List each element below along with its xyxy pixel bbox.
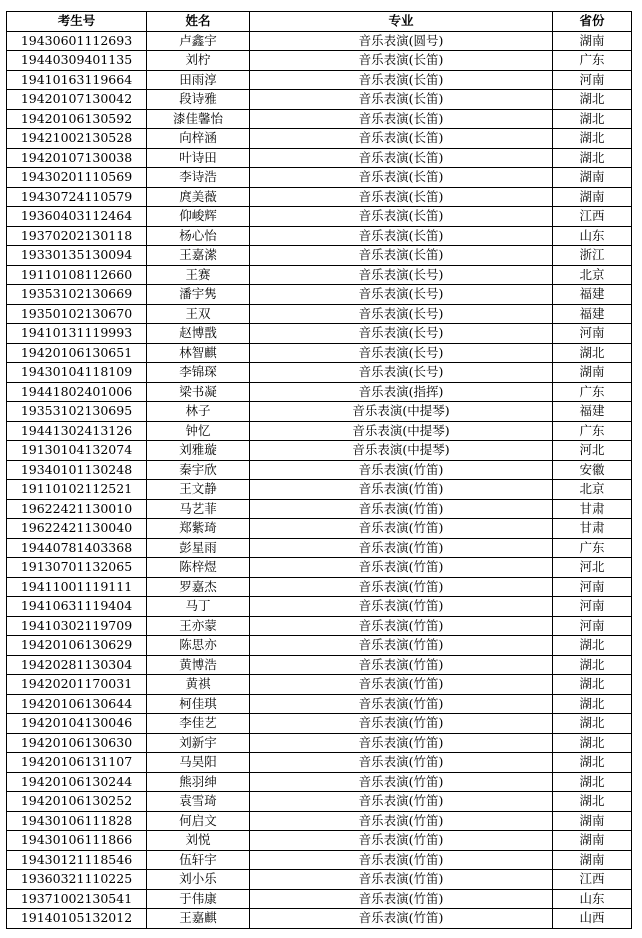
exam-number-cell: 19371002130541 xyxy=(7,889,147,909)
table-row xyxy=(7,226,632,246)
name-cell: 赵博戬 xyxy=(147,324,250,344)
major-cell: 音乐表演(竹笛) xyxy=(250,655,553,675)
province-cell: 广东 xyxy=(553,421,632,441)
major-cell: 音乐表演(竹笛) xyxy=(250,636,553,656)
name-cell: 李诗浩 xyxy=(147,168,250,188)
table-row xyxy=(7,772,632,792)
major-cell: 音乐表演(长号) xyxy=(250,285,553,305)
province-cell: 广东 xyxy=(553,538,632,558)
major-cell: 音乐表演(竹笛) xyxy=(250,558,553,578)
major-cell: 音乐表演(竹笛) xyxy=(250,909,553,929)
exam-number-cell: 19421002130528 xyxy=(7,129,147,149)
major-cell: 音乐表演(竹笛) xyxy=(250,499,553,519)
exam-number-cell: 19430106111866 xyxy=(7,831,147,851)
table-row xyxy=(7,382,632,402)
province-cell: 福建 xyxy=(553,304,632,324)
table-row xyxy=(7,90,632,110)
name-cell: 秦宇欣 xyxy=(147,460,250,480)
table-row xyxy=(7,285,632,305)
province-cell: 江西 xyxy=(553,870,632,890)
table-row xyxy=(7,168,632,188)
table-row xyxy=(7,694,632,714)
table-row xyxy=(7,246,632,266)
name-cell: 田雨淳 xyxy=(147,70,250,90)
province-cell: 湖南 xyxy=(553,31,632,51)
exam-number-cell: 19130701132065 xyxy=(7,558,147,578)
major-cell: 音乐表演(竹笛) xyxy=(250,889,553,909)
major-cell: 音乐表演(长笛) xyxy=(250,90,553,110)
exam-number-cell: 19441302413126 xyxy=(7,421,147,441)
major-cell: 音乐表演(长笛) xyxy=(250,168,553,188)
table-row xyxy=(7,421,632,441)
exam-number-cell: 19430104118109 xyxy=(7,363,147,383)
name-cell: 王双 xyxy=(147,304,250,324)
exam-number-cell: 19420201170031 xyxy=(7,675,147,695)
name-cell: 向梓涵 xyxy=(147,129,250,149)
province-cell: 山西 xyxy=(553,909,632,929)
table-row xyxy=(7,616,632,636)
major-cell: 音乐表演(中提琴) xyxy=(250,421,553,441)
name-cell: 漆佳馨怡 xyxy=(147,109,250,129)
name-cell: 梁书凝 xyxy=(147,382,250,402)
table-row xyxy=(7,187,632,207)
province-cell: 山东 xyxy=(553,889,632,909)
exam-number-cell: 19420106131107 xyxy=(7,753,147,773)
name-cell: 王嘉潆 xyxy=(147,246,250,266)
name-cell: 袁雪琦 xyxy=(147,792,250,812)
exam-number-cell: 19370202130118 xyxy=(7,226,147,246)
major-cell: 音乐表演(长笛) xyxy=(250,70,553,90)
name-cell: 林智麒 xyxy=(147,343,250,363)
name-cell: 黄博浩 xyxy=(147,655,250,675)
major-cell: 音乐表演(圆号) xyxy=(250,31,553,51)
major-cell: 音乐表演(中提琴) xyxy=(250,402,553,422)
table-row xyxy=(7,499,632,519)
name-cell: 彭星雨 xyxy=(147,538,250,558)
major-cell: 音乐表演(长笛) xyxy=(250,109,553,129)
major-cell: 音乐表演(长号) xyxy=(250,265,553,285)
exam-number-cell: 19420104130046 xyxy=(7,714,147,734)
major-cell: 音乐表演(竹笛) xyxy=(250,733,553,753)
exam-number-cell: 19420106130630 xyxy=(7,733,147,753)
province-cell: 湖北 xyxy=(553,636,632,656)
exam-number-cell: 19410131119993 xyxy=(7,324,147,344)
header-province: 省份 xyxy=(553,12,632,32)
name-cell: 刘雅璇 xyxy=(147,441,250,461)
major-cell: 音乐表演(竹笛) xyxy=(250,577,553,597)
exam-number-cell: 19350102130670 xyxy=(7,304,147,324)
table-row xyxy=(7,850,632,870)
name-cell: 段诗雅 xyxy=(147,90,250,110)
major-cell: 音乐表演(竹笛) xyxy=(250,753,553,773)
table-row xyxy=(7,51,632,71)
name-cell: 李锦琛 xyxy=(147,363,250,383)
name-cell: 陈思亦 xyxy=(147,636,250,656)
name-cell: 叶诗田 xyxy=(147,148,250,168)
province-cell: 湖北 xyxy=(553,733,632,753)
name-cell: 何启文 xyxy=(147,811,250,831)
major-cell: 音乐表演(指挥) xyxy=(250,382,553,402)
table-header xyxy=(7,12,632,32)
major-cell: 音乐表演(中提琴) xyxy=(250,441,553,461)
province-cell: 江西 xyxy=(553,207,632,227)
major-cell: 音乐表演(长号) xyxy=(250,343,553,363)
table-row xyxy=(7,304,632,324)
exam-number-cell: 19430724110579 xyxy=(7,187,147,207)
major-cell: 音乐表演(长笛) xyxy=(250,207,553,227)
province-cell: 广东 xyxy=(553,382,632,402)
table-row xyxy=(7,363,632,383)
exam-number-cell: 19410302119709 xyxy=(7,616,147,636)
table-row xyxy=(7,870,632,890)
document-page xyxy=(6,11,632,929)
province-cell: 广东 xyxy=(553,51,632,71)
province-cell: 湖北 xyxy=(553,129,632,149)
province-cell: 湖南 xyxy=(553,168,632,188)
exam-number-cell: 19410163119664 xyxy=(7,70,147,90)
table-row xyxy=(7,460,632,480)
table-row xyxy=(7,811,632,831)
exam-number-cell: 19353102130669 xyxy=(7,285,147,305)
major-cell: 音乐表演(长笛) xyxy=(250,187,553,207)
name-cell: 伍轩宇 xyxy=(147,850,250,870)
table-row xyxy=(7,675,632,695)
name-cell: 仰峻辉 xyxy=(147,207,250,227)
major-cell: 音乐表演(长笛) xyxy=(250,246,553,266)
province-cell: 湖北 xyxy=(553,343,632,363)
exam-number-cell: 19420107130042 xyxy=(7,90,147,110)
exam-number-cell: 19622421130010 xyxy=(7,499,147,519)
province-cell: 河南 xyxy=(553,616,632,636)
table-row xyxy=(7,31,632,51)
table-row xyxy=(7,889,632,909)
table-row xyxy=(7,714,632,734)
major-cell: 音乐表演(竹笛) xyxy=(250,714,553,734)
table-row xyxy=(7,753,632,773)
major-cell: 音乐表演(竹笛) xyxy=(250,538,553,558)
table-row xyxy=(7,597,632,617)
table-row xyxy=(7,831,632,851)
exam-number-cell: 19430201110569 xyxy=(7,168,147,188)
table-row xyxy=(7,324,632,344)
name-cell: 马丁 xyxy=(147,597,250,617)
name-cell: 庹美薇 xyxy=(147,187,250,207)
table-row xyxy=(7,577,632,597)
exam-number-cell: 19420106130644 xyxy=(7,694,147,714)
province-cell: 湖北 xyxy=(553,753,632,773)
province-cell: 河南 xyxy=(553,70,632,90)
exam-number-cell: 19441802401006 xyxy=(7,382,147,402)
name-cell: 王文静 xyxy=(147,480,250,500)
province-cell: 浙江 xyxy=(553,246,632,266)
name-cell: 马艺菲 xyxy=(147,499,250,519)
name-cell: 马昊阳 xyxy=(147,753,250,773)
exam-number-cell: 19420106130244 xyxy=(7,772,147,792)
table-row xyxy=(7,792,632,812)
exam-number-cell: 19622421130040 xyxy=(7,519,147,539)
major-cell: 音乐表演(长笛) xyxy=(250,226,553,246)
major-cell: 音乐表演(竹笛) xyxy=(250,831,553,851)
header-row xyxy=(7,12,632,32)
exam-number-cell: 19420106130629 xyxy=(7,636,147,656)
admission-list-table xyxy=(6,11,632,929)
name-cell: 柯佳琪 xyxy=(147,694,250,714)
province-cell: 湖北 xyxy=(553,655,632,675)
province-cell: 湖南 xyxy=(553,831,632,851)
table-row xyxy=(7,148,632,168)
province-cell: 湖北 xyxy=(553,109,632,129)
province-cell: 河南 xyxy=(553,577,632,597)
header-exam-number: 考生号 xyxy=(7,12,147,32)
exam-number-cell: 19420106130592 xyxy=(7,109,147,129)
province-cell: 甘肃 xyxy=(553,519,632,539)
table-row xyxy=(7,519,632,539)
province-cell: 甘肃 xyxy=(553,499,632,519)
province-cell: 河南 xyxy=(553,597,632,617)
name-cell: 陈梓煜 xyxy=(147,558,250,578)
name-cell: 王亦蒙 xyxy=(147,616,250,636)
exam-number-cell: 19110108112660 xyxy=(7,265,147,285)
province-cell: 河南 xyxy=(553,324,632,344)
province-cell: 河北 xyxy=(553,441,632,461)
name-cell: 罗嘉杰 xyxy=(147,577,250,597)
major-cell: 音乐表演(竹笛) xyxy=(250,675,553,695)
table-row xyxy=(7,129,632,149)
province-cell: 湖北 xyxy=(553,148,632,168)
major-cell: 音乐表演(竹笛) xyxy=(250,850,553,870)
table-row xyxy=(7,558,632,578)
province-cell: 湖北 xyxy=(553,792,632,812)
name-cell: 钟忆 xyxy=(147,421,250,441)
exam-number-cell: 19410631119404 xyxy=(7,597,147,617)
name-cell: 潘宇隽 xyxy=(147,285,250,305)
major-cell: 音乐表演(长笛) xyxy=(250,148,553,168)
province-cell: 北京 xyxy=(553,265,632,285)
name-cell: 杨心怡 xyxy=(147,226,250,246)
name-cell: 林子 xyxy=(147,402,250,422)
exam-number-cell: 19340101130248 xyxy=(7,460,147,480)
province-cell: 湖北 xyxy=(553,694,632,714)
table-row xyxy=(7,207,632,227)
table-row xyxy=(7,265,632,285)
exam-number-cell: 19110102112521 xyxy=(7,480,147,500)
exam-number-cell: 19420107130038 xyxy=(7,148,147,168)
province-cell: 湖北 xyxy=(553,714,632,734)
table-row xyxy=(7,636,632,656)
name-cell: 熊羽绅 xyxy=(147,772,250,792)
exam-number-cell: 19420106130651 xyxy=(7,343,147,363)
exam-number-cell: 19360321110225 xyxy=(7,870,147,890)
major-cell: 音乐表演(竹笛) xyxy=(250,870,553,890)
exam-number-cell: 19430601112693 xyxy=(7,31,147,51)
exam-number-cell: 19360403112464 xyxy=(7,207,147,227)
table-row xyxy=(7,733,632,753)
table-row xyxy=(7,402,632,422)
major-cell: 音乐表演(竹笛) xyxy=(250,811,553,831)
province-cell: 湖北 xyxy=(553,675,632,695)
name-cell: 刘新宇 xyxy=(147,733,250,753)
province-cell: 湖南 xyxy=(553,850,632,870)
major-cell: 音乐表演(竹笛) xyxy=(250,480,553,500)
province-cell: 湖北 xyxy=(553,90,632,110)
major-cell: 音乐表演(竹笛) xyxy=(250,694,553,714)
table-body xyxy=(7,31,632,928)
table-row xyxy=(7,441,632,461)
province-cell: 山东 xyxy=(553,226,632,246)
major-cell: 音乐表演(竹笛) xyxy=(250,616,553,636)
table-row xyxy=(7,538,632,558)
table-row xyxy=(7,655,632,675)
province-cell: 河北 xyxy=(553,558,632,578)
header-name: 姓名 xyxy=(147,12,250,32)
province-cell: 湖南 xyxy=(553,811,632,831)
major-cell: 音乐表演(长号) xyxy=(250,304,553,324)
name-cell: 刘柠 xyxy=(147,51,250,71)
name-cell: 黄祺 xyxy=(147,675,250,695)
exam-number-cell: 19140105132012 xyxy=(7,909,147,929)
exam-number-cell: 19411001119111 xyxy=(7,577,147,597)
major-cell: 音乐表演(长号) xyxy=(250,324,553,344)
table-row xyxy=(7,480,632,500)
major-cell: 音乐表演(长笛) xyxy=(250,129,553,149)
province-cell: 北京 xyxy=(553,480,632,500)
major-cell: 音乐表演(竹笛) xyxy=(250,460,553,480)
name-cell: 李佳艺 xyxy=(147,714,250,734)
exam-number-cell: 19420106130252 xyxy=(7,792,147,812)
province-cell: 湖南 xyxy=(553,363,632,383)
name-cell: 刘悦 xyxy=(147,831,250,851)
name-cell: 卢鑫宇 xyxy=(147,31,250,51)
exam-number-cell: 19130104132074 xyxy=(7,441,147,461)
exam-number-cell: 19420281130304 xyxy=(7,655,147,675)
name-cell: 于伟康 xyxy=(147,889,250,909)
table-row xyxy=(7,70,632,90)
major-cell: 音乐表演(竹笛) xyxy=(250,772,553,792)
major-cell: 音乐表演(长笛) xyxy=(250,51,553,71)
major-cell: 音乐表演(竹笛) xyxy=(250,519,553,539)
name-cell: 王赛 xyxy=(147,265,250,285)
exam-number-cell: 19330135130094 xyxy=(7,246,147,266)
province-cell: 福建 xyxy=(553,285,632,305)
name-cell: 刘小乐 xyxy=(147,870,250,890)
header-major: 专业 xyxy=(250,12,553,32)
province-cell: 福建 xyxy=(553,402,632,422)
exam-number-cell: 19353102130695 xyxy=(7,402,147,422)
exam-number-cell: 19430106111828 xyxy=(7,811,147,831)
major-cell: 音乐表演(竹笛) xyxy=(250,792,553,812)
name-cell: 郑紫琦 xyxy=(147,519,250,539)
province-cell: 湖北 xyxy=(553,772,632,792)
exam-number-cell: 19430121118546 xyxy=(7,850,147,870)
exam-number-cell: 19440781403368 xyxy=(7,538,147,558)
province-cell: 湖南 xyxy=(553,187,632,207)
province-cell: 安徽 xyxy=(553,460,632,480)
table-row xyxy=(7,109,632,129)
name-cell: 王嘉麒 xyxy=(147,909,250,929)
major-cell: 音乐表演(竹笛) xyxy=(250,597,553,617)
table-row xyxy=(7,343,632,363)
major-cell: 音乐表演(长号) xyxy=(250,363,553,383)
exam-number-cell: 19440309401135 xyxy=(7,51,147,71)
table-row xyxy=(7,909,632,929)
